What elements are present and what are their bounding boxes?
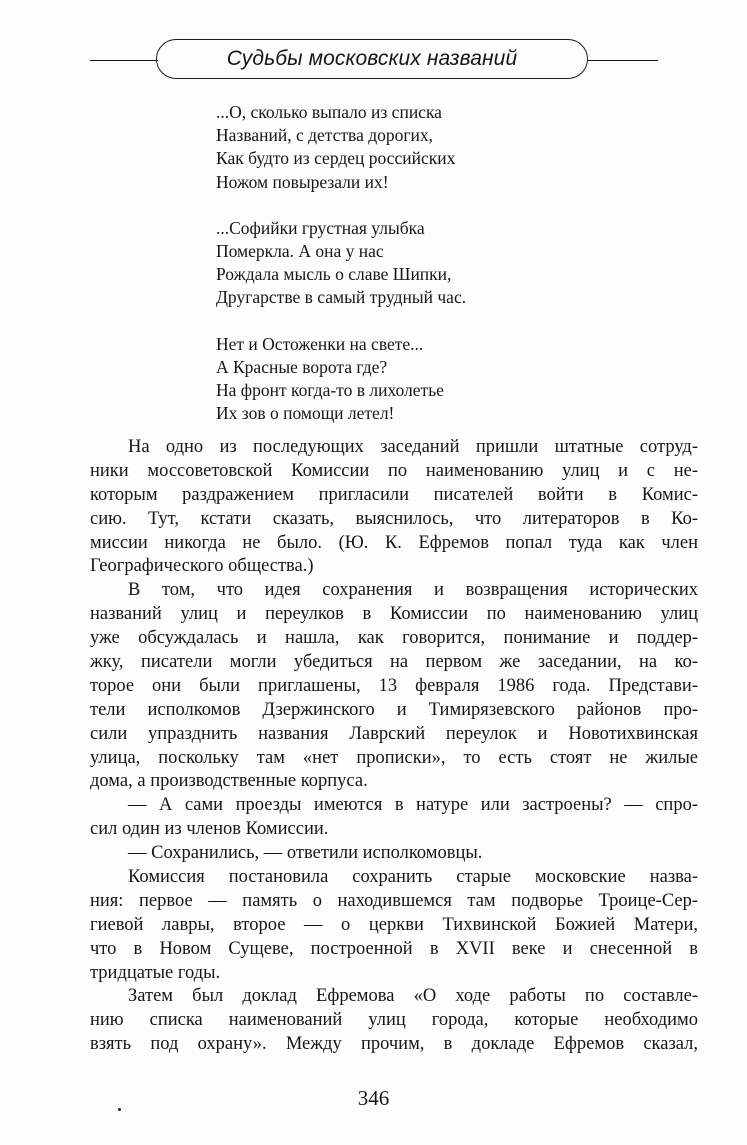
text-line: взять под охрану». Между прочим, в докладе Ефремов сказал,	[90, 1034, 698, 1055]
poem-line: ...Софийки грустная улыбка	[216, 217, 425, 238]
poem-line: Их зов о помощи летел!	[216, 403, 395, 424]
text-line: сил один из членов Комиссии.	[90, 819, 329, 840]
text-line: улица, поскольку там «нет прописки», то есть стоят не жилые	[90, 747, 698, 768]
text-line: Комиссия постановила сохранить старые московские назва-	[128, 867, 698, 888]
text-line: На одно из последующих заседаний пришли штатные сотруд-	[128, 437, 698, 457]
poem-line: А Красные ворота где?	[216, 356, 388, 377]
header-rule-right	[588, 60, 658, 61]
text-line: тридцатые годы.	[90, 962, 221, 983]
text-line: дома, а производственные корпуса.	[90, 771, 368, 792]
body-text	[90, 436, 698, 1057]
text-line: сили упразднить названия Лаврский переулок и Новотихвинская	[90, 723, 698, 744]
poem-line: Названий, с детства дорогих,	[216, 125, 434, 146]
poem-line: Померкла. А она у нас	[216, 241, 384, 262]
poem-line: Нет и Остоженки на свете...	[216, 333, 424, 354]
text-line: гиевой лавры, второе — о церкви Тихвинской Божией Матери,	[90, 914, 698, 935]
text-line: миссии никогда не было. (Ю. К. Ефремов попал туда как член	[90, 532, 698, 553]
print-speck	[118, 1108, 121, 1111]
text-line: ния: первое — память о находившемся там подворье Троице-Сер-	[90, 890, 698, 911]
text-line: нию списка наименований улиц города, которые необходимо	[90, 1010, 698, 1031]
poem-line: Рождала мысль о славе Шипки,	[216, 264, 452, 285]
text-line: названий улиц и переулков в Комиссии по наименованию улиц	[90, 604, 698, 625]
header-rule-left	[90, 60, 158, 61]
text-line: что в Новом Сущеве, построенной в XVII веке и снесенной в	[90, 938, 698, 959]
poem-line: Ножом повырезали их!	[216, 171, 389, 192]
text-line: жку, писатели могли убедиться на первом же заседании, на ко-	[90, 652, 698, 673]
poem-line: Другарстве в самый трудный час.	[216, 287, 467, 308]
text-line: — Сохранились, — ответили исполкомовцы.	[128, 843, 483, 864]
text-line: ники моссоветовской Комиссии по наименованию улиц и с не-	[90, 460, 698, 481]
text-line: Географического общества.)	[90, 556, 314, 577]
poem-stanza-3	[216, 333, 466, 426]
poem	[216, 101, 466, 448]
running-title: Судьбы московских названий	[156, 39, 588, 79]
poem-stanza-1	[216, 101, 466, 194]
text-line: уже обсуждалась и нашла, как говорится, понимание и поддер-	[90, 628, 698, 649]
poem-stanza-2	[216, 217, 466, 310]
text-line: Затем был доклад Ефремова «О ходе работы по составле-	[128, 986, 698, 1007]
text-line: торое они были приглашены, 13 февраля 1986 года. Представи-	[90, 675, 698, 696]
poem-line: ...О, сколько выпало из списка	[216, 102, 442, 122]
text-line: сию. Тут, кстати сказать, выяснилось, что литераторов в Ко-	[90, 508, 698, 529]
poem-line: Как будто из сердец российских	[216, 148, 456, 169]
text-line: — А сами проезды имеются в натуре или застроены? — спро-	[128, 795, 698, 816]
text-line: которым раздражением пригласили писателей войти в Комис-	[90, 484, 698, 505]
poem-line: На фронт когда-то в лихолетье	[216, 380, 444, 401]
running-header	[0, 0, 747, 100]
text-line: тели исполкомов Дзержинского и Тимирязевского районов про-	[90, 699, 698, 720]
page-number: 346	[357, 1086, 390, 1110]
text-line: В том, что идея сохранения и возвращения исторических	[128, 580, 698, 601]
